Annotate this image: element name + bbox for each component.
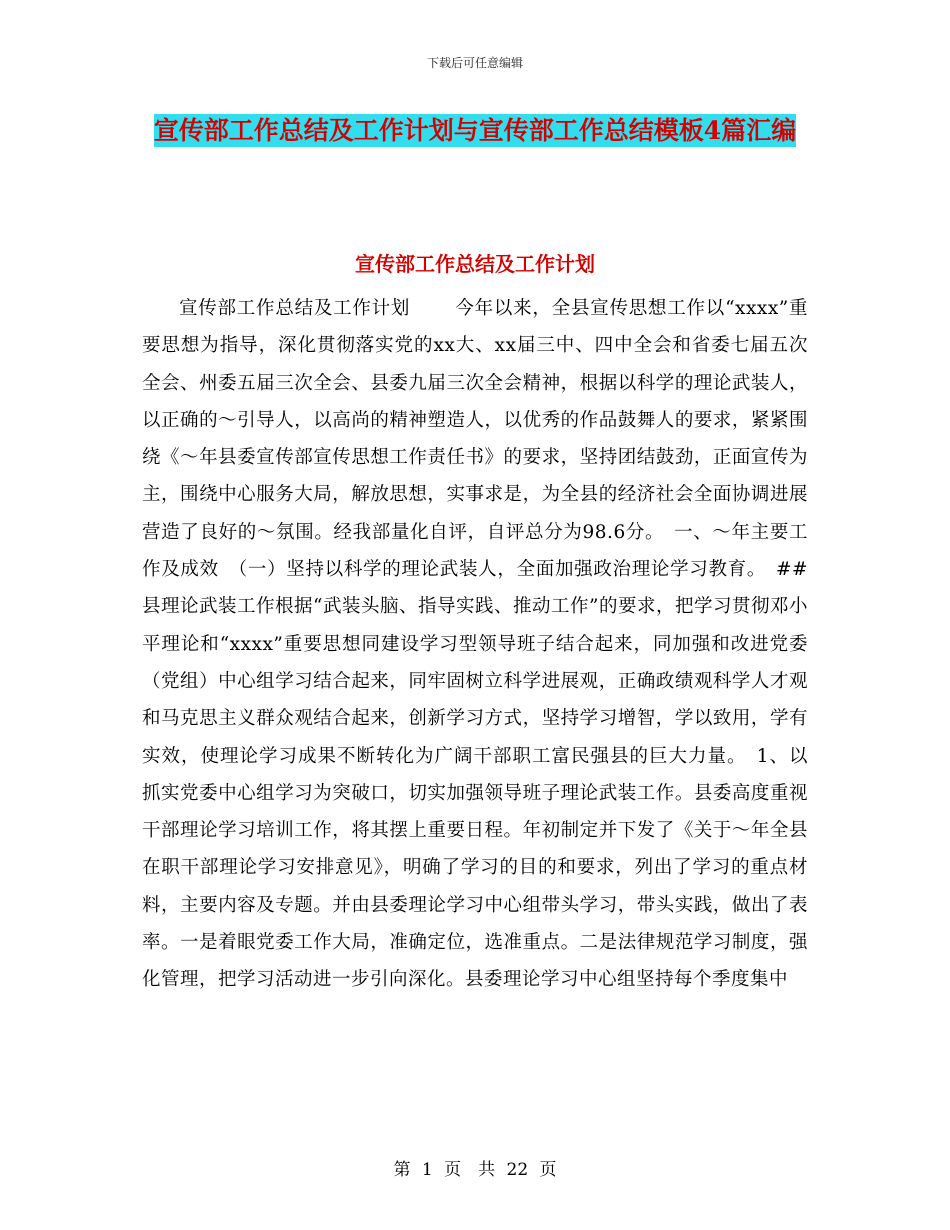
page-number: 1: [421, 1160, 433, 1180]
page-total: 22: [506, 1160, 529, 1180]
footer-prefix: 第: [393, 1160, 411, 1180]
document-title: [150, 108, 800, 154]
footer-suffix: 页: [539, 1160, 557, 1180]
header-note: 下载后可任意编辑: [426, 56, 523, 70]
section-title: 宣传部工作总结及工作计划: [355, 252, 595, 276]
page-footer: [0, 1155, 950, 1180]
title-highlight: 宣传部工作总结及工作计划与宣传部工作总结模板4篇汇编: [153, 116, 797, 145]
body-paragraph: 宣传部工作总结及工作计划 今年以来，全县宣传思想工作以“xxxx”重要思想为指导，深化贯彻落实党的xx大、xx届三中、四中全会和省委七届五次全会、州委五届三次全会、县委九届三次全会精神，根据以科学的理论武装人，以正确的～引导人，以高尚的精神塑造人，以优秀的作品鼓舞人的要求，紧紧围绕《～年县委宣传部宣传思想工作责任书》的要求，坚持团结鼓劲，正面宣传为主，围绕中心服务大局，解放思想，实事求是，为全县的经济社会全面协调进展营造了良好的～氛围。经我部量化自评，自评总分为98.6分。 一、～年主要工作及成效 （一）坚持以科学的理论武装人，全面加强政治理论学习教育。 ##县理论武装工作根据“武装头脑、指导实践、推动工作”的要求，把学习贯彻邓小平理论和“xxxx”重要思想同建设学习型领导班子结合起来，同加强和改进党委（党组）中心组学习结合起来，同牢固树立科学进展观，正确政绩观科学人才观和马克思主义群众观结合起来，创新学习方式，坚持学习增智，学以致用，学有实效，使理论学习成果不断转化为广阔干部职工富民强县的巨大力量。 1、以抓实党委中心组学习为突破口，切实加强领导班子理论武装工作。县委高度重视干部理论学习培训工作，将其摆上重要日程。年初制定并下发了《关于～年全县在职干部理论学习安排意见》，明确了学习的目的和要求，列出了学习的重点材料，主要内容及专题。并由县委理论学习中心组带头学习，带头实践，做出了表率。一是着眼党委工作大局，准确定位，选准重点。二是法律规范学习制度，强化管理，把学习活动进一步引向深化。县委理论学习中心组坚持每个季度集中: [142, 298, 808, 991]
footer-middle: 页 共: [444, 1160, 496, 1180]
